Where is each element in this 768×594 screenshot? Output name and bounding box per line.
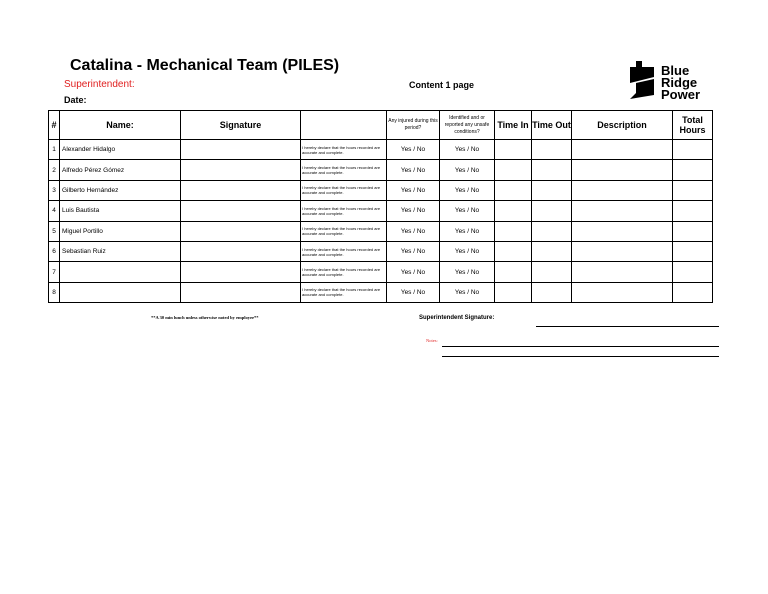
unsafe-answer[interactable]: Yes / No	[440, 221, 495, 241]
col-time-in: Time In	[495, 111, 532, 140]
logo-text: Blue Ridge Power	[661, 63, 701, 102]
employee-name: Sebastian Ruiz	[60, 241, 181, 261]
employee-name: Gilberto Hernández	[60, 180, 181, 200]
time-in-cell[interactable]	[495, 282, 532, 302]
time-out-cell[interactable]	[532, 160, 572, 180]
time-in-cell[interactable]	[495, 180, 532, 200]
signature-cell[interactable]	[181, 241, 301, 261]
time-in-cell[interactable]	[495, 221, 532, 241]
row-number: 2	[49, 160, 60, 180]
col-injured: Any injured during this period?	[387, 111, 440, 140]
time-out-cell[interactable]	[532, 180, 572, 200]
time-in-cell[interactable]	[495, 140, 532, 160]
declaration-text: I hereby declare that the hours recorded are accurate and complete.	[301, 262, 387, 282]
injured-answer[interactable]: Yes / No	[387, 180, 440, 200]
col-name: Name:	[60, 111, 181, 140]
injured-answer[interactable]: Yes / No	[387, 282, 440, 302]
injured-answer[interactable]: Yes / No	[387, 221, 440, 241]
superintendent-signature-line[interactable]	[536, 326, 719, 327]
employee-name: Miguel Portillo	[60, 221, 181, 241]
declaration-text: I hereby declare that the hours recorded are accurate and complete.	[301, 140, 387, 160]
injured-answer[interactable]: Yes / No	[387, 262, 440, 282]
col-declaration	[301, 111, 387, 140]
header-row	[49, 111, 713, 140]
signature-cell[interactable]	[181, 160, 301, 180]
employee-name: Luis Bautista	[60, 201, 181, 221]
timesheet-table	[48, 110, 713, 303]
description-cell[interactable]	[572, 160, 673, 180]
signature-cell[interactable]	[181, 221, 301, 241]
declaration-text: I hereby declare that the hours recorded are accurate and complete.	[301, 201, 387, 221]
table-row	[49, 201, 713, 221]
notes-line-1[interactable]	[442, 346, 719, 347]
time-out-cell[interactable]	[532, 241, 572, 261]
time-in-cell[interactable]	[495, 201, 532, 221]
unsafe-answer[interactable]: Yes / No	[440, 180, 495, 200]
time-out-cell[interactable]	[532, 282, 572, 302]
table-row	[49, 241, 713, 261]
unsafe-answer[interactable]: Yes / No	[440, 140, 495, 160]
injured-answer[interactable]: Yes / No	[387, 241, 440, 261]
lunch-note: **A 30 min lunch unless otherwise noted by employee**	[151, 315, 259, 320]
row-number: 8	[49, 282, 60, 302]
time-out-cell[interactable]	[532, 262, 572, 282]
unsafe-answer[interactable]: Yes / No	[440, 241, 495, 261]
declaration-text: I hereby declare that the hours recorded are accurate and complete.	[301, 160, 387, 180]
logo-mark-icon	[628, 57, 658, 103]
declaration-text: I hereby declare that the hours recorded are accurate and complete.	[301, 241, 387, 261]
unsafe-answer[interactable]: Yes / No	[440, 282, 495, 302]
employee-name	[60, 282, 181, 302]
total-hours-cell[interactable]	[673, 282, 713, 302]
description-cell[interactable]	[572, 221, 673, 241]
signature-cell[interactable]	[181, 262, 301, 282]
row-number: 5	[49, 221, 60, 241]
col-signature: Signature	[181, 111, 301, 140]
total-hours-cell[interactable]	[673, 201, 713, 221]
col-total-hours: Total Hours	[673, 111, 713, 140]
col-unsafe: Identified and or reported any unsafe conditions?	[440, 111, 495, 140]
declaration-text: I hereby declare that the hours recorded are accurate and complete.	[301, 180, 387, 200]
total-hours-cell[interactable]	[673, 241, 713, 261]
unsafe-answer[interactable]: Yes / No	[440, 201, 495, 221]
table-row	[49, 221, 713, 241]
injured-answer[interactable]: Yes / No	[387, 201, 440, 221]
description-cell[interactable]	[572, 241, 673, 261]
injured-answer[interactable]: Yes / No	[387, 160, 440, 180]
row-number: 3	[49, 180, 60, 200]
total-hours-cell[interactable]	[673, 140, 713, 160]
description-cell[interactable]	[572, 282, 673, 302]
date-label: Date:	[64, 95, 87, 105]
table-row	[49, 160, 713, 180]
superintendent-label: Superintendent:	[64, 79, 135, 90]
signature-cell[interactable]	[181, 282, 301, 302]
company-logo	[628, 57, 718, 103]
row-number: 6	[49, 241, 60, 261]
description-cell[interactable]	[572, 180, 673, 200]
description-cell[interactable]	[572, 201, 673, 221]
signature-cell[interactable]	[181, 201, 301, 221]
notes-line-2[interactable]	[442, 356, 719, 357]
table-row	[49, 262, 713, 282]
table-row	[49, 282, 713, 302]
description-cell[interactable]	[572, 262, 673, 282]
injured-answer[interactable]: Yes / No	[387, 140, 440, 160]
page-title: Catalina - Mechanical Team (PILES)	[70, 57, 340, 74]
table-row	[49, 180, 713, 200]
row-number: 4	[49, 201, 60, 221]
table-row	[49, 140, 713, 160]
content-page-label: Content 1 page	[409, 80, 475, 90]
time-in-cell[interactable]	[495, 241, 532, 261]
row-number: 1	[49, 140, 60, 160]
employee-name	[60, 262, 181, 282]
time-out-cell[interactable]	[532, 201, 572, 221]
total-hours-cell[interactable]	[673, 221, 713, 241]
signature-cell[interactable]	[181, 140, 301, 160]
employee-name: Alexander Hidalgo	[60, 140, 181, 160]
declaration-text: I hereby declare that the hours recorded are accurate and complete.	[301, 282, 387, 302]
col-time-out: Time Out	[532, 111, 572, 140]
time-in-cell[interactable]	[495, 160, 532, 180]
total-hours-cell[interactable]	[673, 160, 713, 180]
time-out-cell[interactable]	[532, 140, 572, 160]
col-description: Description	[572, 111, 673, 140]
employee-name: Alfredo Pérez Gómez	[60, 160, 181, 180]
time-in-cell[interactable]	[495, 262, 532, 282]
notes-label: Notes:	[426, 338, 438, 343]
total-hours-cell[interactable]	[673, 262, 713, 282]
total-hours-cell[interactable]	[673, 180, 713, 200]
unsafe-answer[interactable]: Yes / No	[440, 160, 495, 180]
unsafe-answer[interactable]: Yes / No	[440, 262, 495, 282]
signature-cell[interactable]	[181, 180, 301, 200]
superintendent-signature-label: Superintendent Signature:	[419, 315, 495, 321]
description-cell[interactable]	[572, 140, 673, 160]
col-number: #	[49, 111, 60, 140]
time-out-cell[interactable]	[532, 221, 572, 241]
row-number: 7	[49, 262, 60, 282]
declaration-text: I hereby declare that the hours recorded are accurate and complete.	[301, 221, 387, 241]
